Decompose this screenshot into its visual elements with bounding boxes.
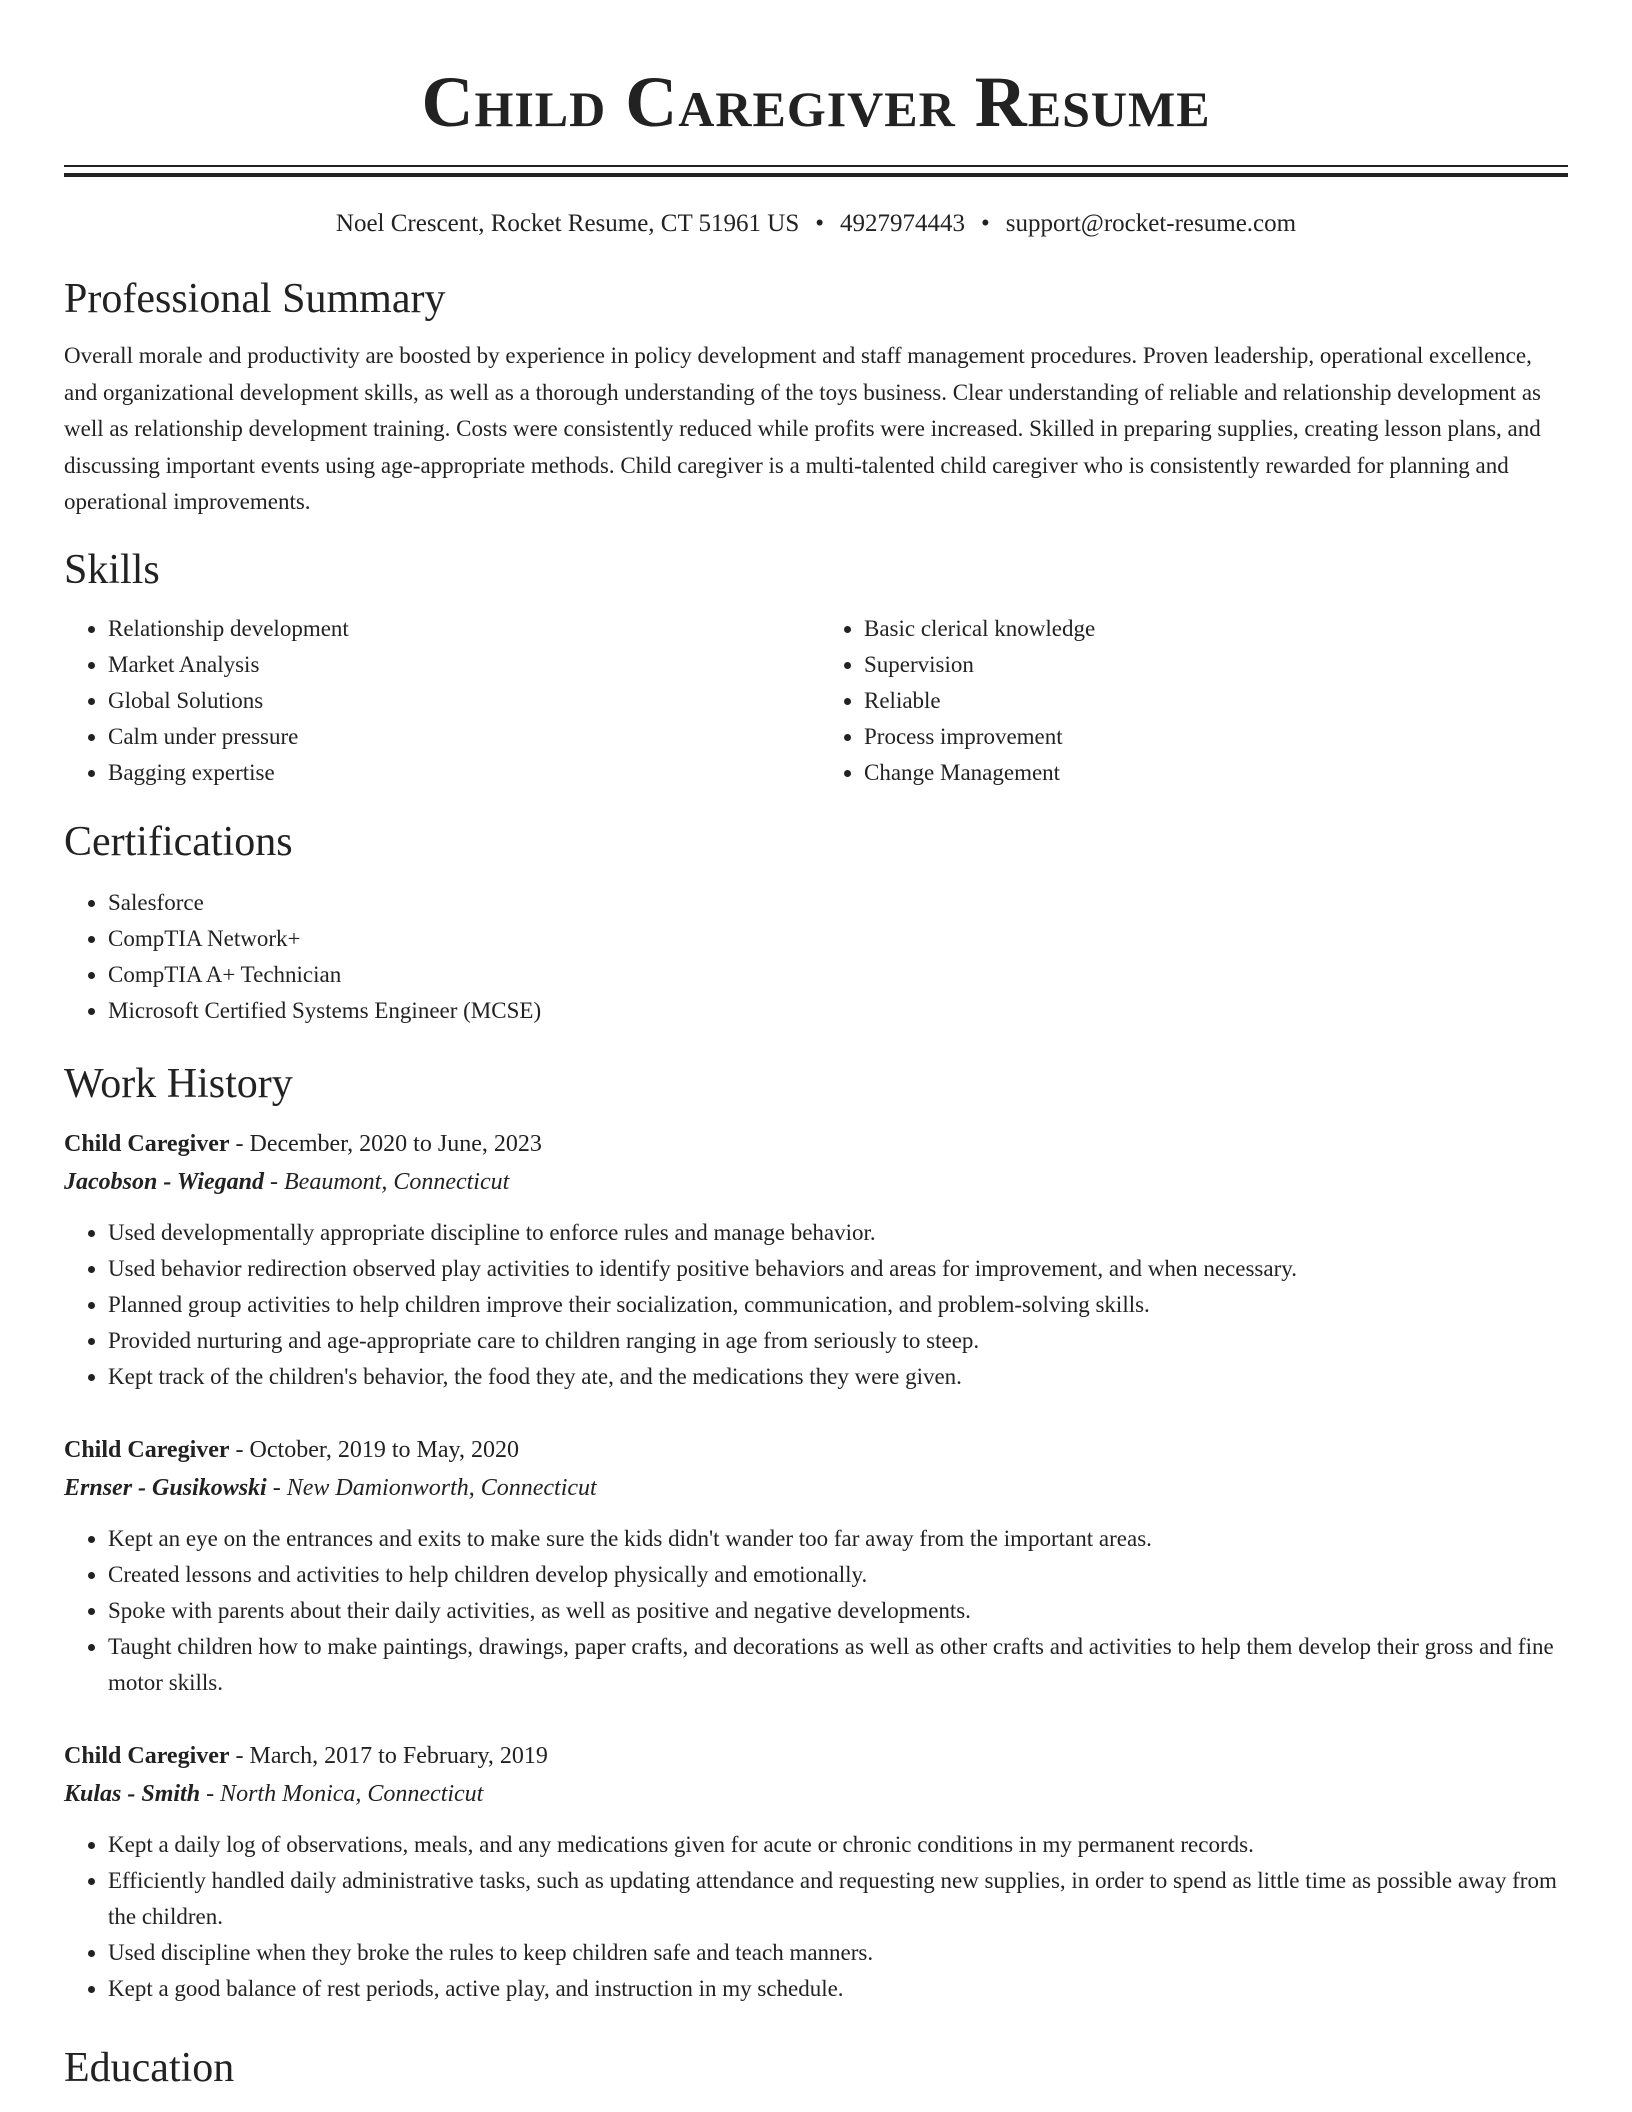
job-title: Child Caregiver [64, 1436, 230, 1463]
skill-item: • Relationship development [108, 611, 812, 647]
job-title-line [64, 1125, 1568, 1163]
skill-item: • Process improvement [864, 719, 1568, 755]
job-entry [64, 1431, 1568, 1701]
education-section [64, 2043, 1568, 2093]
contact-separator: • [815, 210, 825, 237]
job-company: Ernser - Gusikowski [64, 1474, 267, 1501]
job-bullet: • Spoke with parents about their daily activities, as well as positive and negative developments. [108, 1593, 1568, 1629]
skill-item: • Change Management [864, 755, 1568, 791]
job-bullet: • Planned group activities to help children improve their socialization, communication, and problem-solving skills. [108, 1287, 1568, 1323]
contact-phone: 4927974443 [840, 210, 966, 237]
job-company: Kulas - Smith [64, 1780, 201, 1807]
job-bullet: • Used behavior redirection observed play activities to identify positive behaviors and areas for improvement, and when necessary. [108, 1251, 1568, 1287]
job-entry [64, 1737, 1568, 2007]
contact-separator: • [981, 210, 990, 237]
job-title-line [64, 1737, 1568, 1775]
skills-section [64, 545, 1568, 791]
job-company-line [64, 1469, 1568, 1507]
certification-item: • CompTIA A+ Technician [108, 957, 1568, 993]
section-heading: Professional Summary [64, 276, 446, 322]
skills-list-right [820, 611, 1568, 791]
resume-title: Child Caregiver Resume [421, 62, 1211, 142]
divider-thick-line [64, 173, 1568, 177]
job-bullets [64, 1521, 1568, 1701]
skills-list-left [64, 611, 812, 791]
job-entry [64, 1125, 1568, 1395]
job-company-line [64, 1775, 1568, 1813]
skill-item: • Market Analysis [108, 647, 812, 683]
job-location: - Beaumont, Connecticut [264, 1168, 510, 1195]
job-location: - North Monica, Connecticut [200, 1780, 484, 1807]
section-heading: Certifications [64, 818, 293, 865]
work-history-section [64, 1059, 1568, 2007]
skills-grid [64, 611, 1568, 791]
job-location: - New Damionworth, Connecticut [266, 1474, 597, 1501]
certifications-section [64, 817, 1568, 1029]
job-title-line [64, 1431, 1568, 1469]
job-bullets [64, 1827, 1568, 2007]
job-company: Jacobson - Wiegand [64, 1168, 265, 1195]
job-dates: - March, 2017 to February, 2019 [229, 1742, 548, 1769]
job-bullet: • Efficiently handled daily administrative tasks, such as updating attendance and requesting new supplies, in order to spend as little time as possible away from the children. [108, 1863, 1568, 1935]
job-dates: - October, 2019 to May, 2020 [229, 1436, 519, 1463]
summary-text: Overall morale and productivity are boosted by experience in policy development and staff management procedures. Proven leadership, operational excellence, and organizational development skills, as well as a thorough understanding of the toys business. Clear understanding of reliable and relationship development as well as relationship development training. Costs were consistently reduced while profits were increased. Skilled in preparing supplies, creating lesson plans, and discussing important events using age-appropriate methods. Child caregiver is a multi-talented child caregiver who is consistently rewarded for planning and operational improvements. [64, 343, 1541, 514]
job-company-line [64, 1163, 1568, 1201]
skill-item: • Supervision [864, 647, 1568, 683]
divider-thin-line [64, 165, 1568, 167]
job-bullet: • Used developmentally appropriate discipline to enforce rules and manage behavior. [108, 1215, 1568, 1251]
job-bullet: • Used discipline when they broke the rules to keep children safe and teach manners. [108, 1935, 1568, 1971]
job-bullet: • Taught children how to make paintings, drawings, paper crafts, and decorations as well as other crafts and activities to help them develop their gross and fine motor skills. [108, 1629, 1568, 1701]
skill-item: • Calm under pressure [108, 719, 812, 755]
job-bullet: • Provided nurturing and age-appropriate care to children ranging in age from seriously to steep. [108, 1323, 1568, 1359]
job-bullet: • Kept a good balance of rest periods, active play, and instruction in my schedule. [108, 1971, 1568, 2007]
job-bullets [64, 1215, 1568, 1395]
job-bullet: • Kept track of the children's behavior, the food they ate, and the medications they were given. [108, 1359, 1568, 1395]
title-divider [64, 165, 1568, 177]
section-heading: Work History [64, 1060, 293, 1107]
skill-item: • Basic clerical knowledge [864, 611, 1568, 647]
certification-item: • CompTIA Network+ [108, 921, 1568, 957]
contact-address: Noel Crescent, Rocket Resume, CT 51961 US [335, 210, 800, 237]
job-bullet: • Created lessons and activities to help children develop physically and emotionally. [108, 1557, 1568, 1593]
job-title: Child Caregiver [64, 1742, 230, 1769]
job-title: Child Caregiver [64, 1130, 230, 1157]
section-heading: Education [64, 2044, 235, 2091]
certification-item: • Salesforce [108, 885, 1568, 921]
skill-item: • Bagging expertise [108, 755, 812, 791]
professional-summary-section [64, 274, 1568, 521]
certifications-list [64, 885, 1568, 1029]
job-dates: - December, 2020 to June, 2023 [229, 1130, 542, 1157]
skill-item: • Reliable [864, 683, 1568, 719]
job-bullet: • Kept a daily log of observations, meals, and any medications given for acute or chronic conditions in my permanent records. [108, 1827, 1568, 1863]
certification-item: • Microsoft Certified Systems Engineer (MCSE) [108, 993, 1568, 1029]
job-bullet: • Kept an eye on the entrances and exits to make sure the kids didn't wander too far away from the important areas. [108, 1521, 1568, 1557]
skill-item: • Global Solutions [108, 683, 812, 719]
section-heading: Skills [64, 546, 160, 593]
contact-email: support@rocket-resume.com [1005, 210, 1297, 237]
contact-line [64, 207, 1568, 241]
